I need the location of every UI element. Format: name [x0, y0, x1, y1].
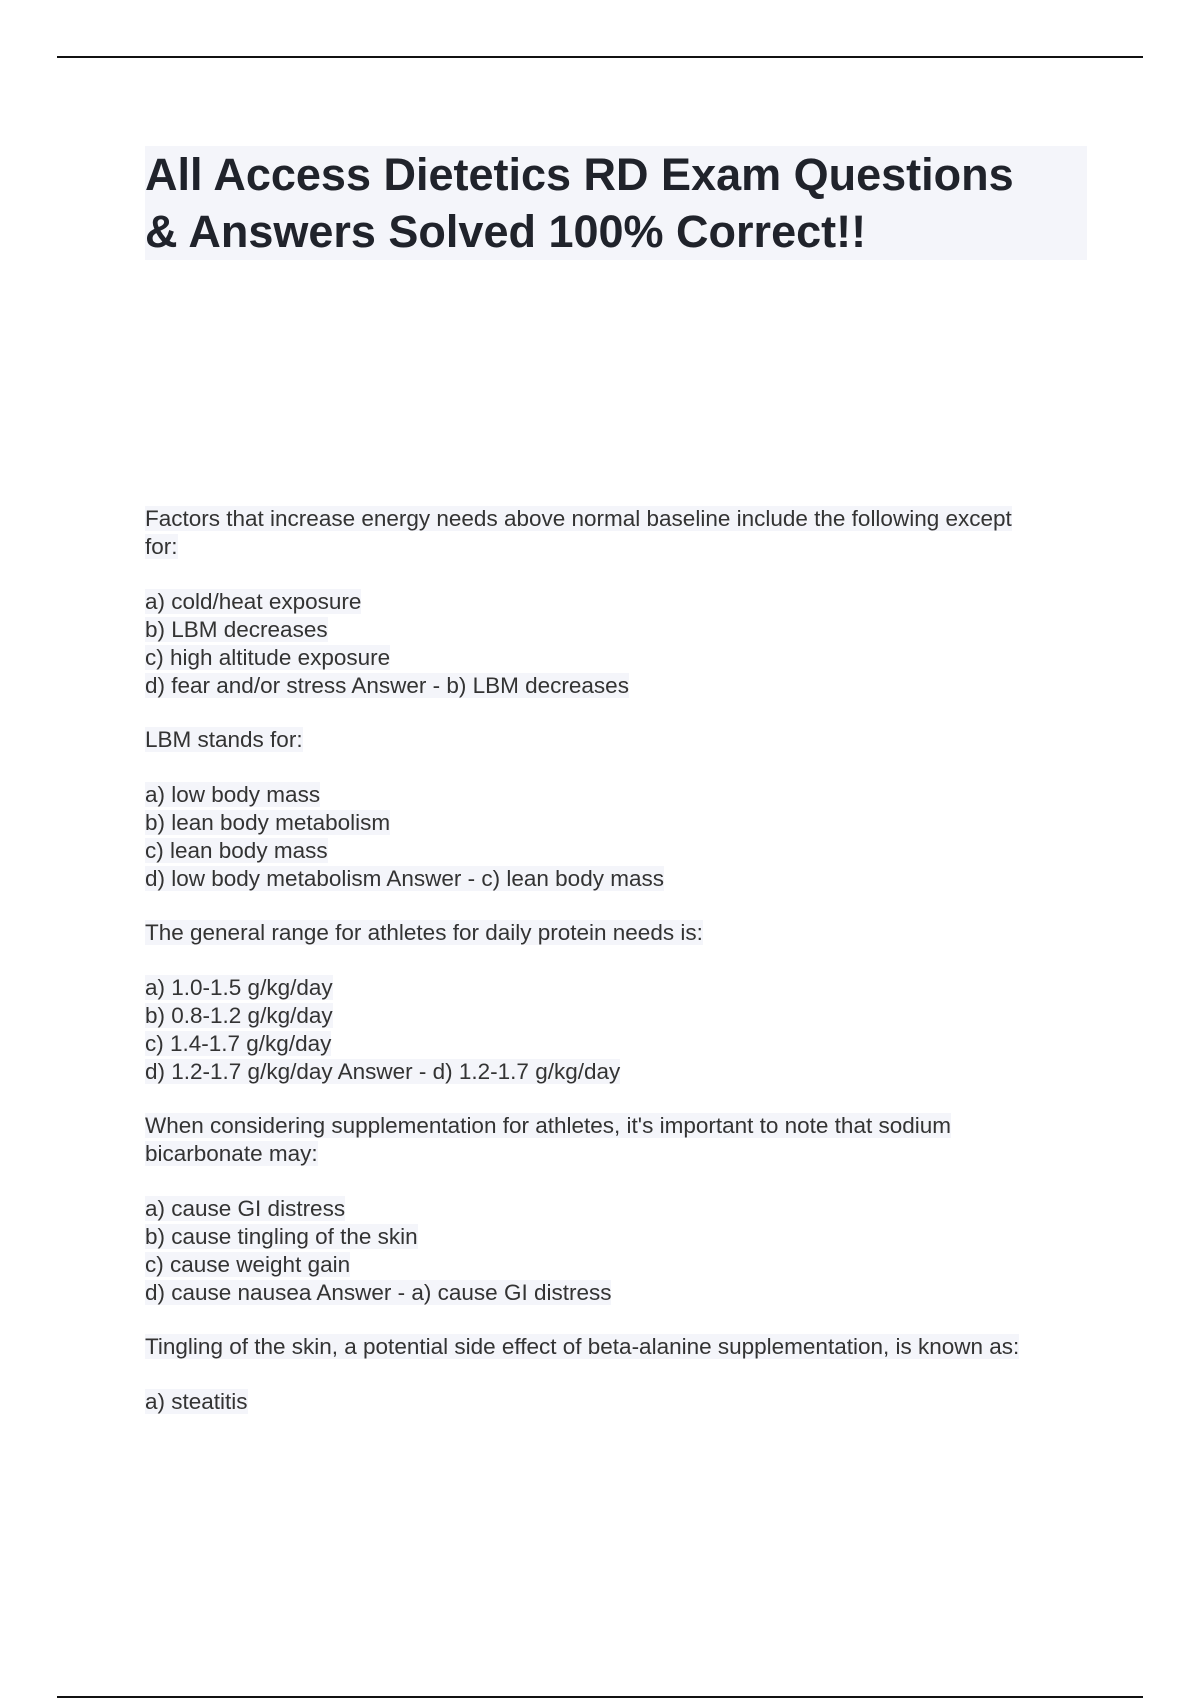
answer-option: b) 0.8-1.2 g/kg/day — [145, 1003, 333, 1028]
top-rule — [57, 56, 1143, 58]
answer-option: a) 1.0-1.5 g/kg/day — [145, 975, 333, 1000]
question-stem-line: Tingling of the skin, a potential side effect of beta-alanine supplementation, is known as: — [145, 1334, 1020, 1359]
question-stem-line: Factors that increase energy needs above normal baseline include the following except — [145, 506, 1012, 531]
question-block — [145, 1112, 1090, 1307]
answer-option-with-key: d) 1.2-1.7 g/kg/day Answer - d) 1.2-1.7 g/kg/day — [145, 1059, 621, 1084]
question-block — [145, 726, 1090, 893]
title-line: All Access Dietetics RD Exam Questions — [145, 149, 1014, 200]
question-stem-line: When considering supplementation for athletes, it's important to note that sodium — [145, 1113, 951, 1138]
question-stem-line: for: — [145, 534, 178, 559]
answer-option: c) lean body mass — [145, 838, 328, 863]
question-block — [145, 505, 1090, 700]
answer-option-with-key: d) fear and/or stress Answer - b) LBM decreases — [145, 673, 629, 698]
answer-option: a) cold/heat exposure — [145, 589, 362, 614]
answer-option: a) cause GI distress — [145, 1196, 346, 1221]
answer-option: c) 1.4-1.7 g/kg/day — [145, 1031, 332, 1056]
title-line: & Answers Solved 100% Correct!! — [145, 206, 867, 257]
answer-option: b) LBM decreases — [145, 617, 328, 642]
question-block — [145, 1333, 1090, 1416]
document-title — [145, 146, 1087, 260]
question-block — [145, 919, 1090, 1086]
answer-option-with-key: d) low body metabolism Answer - c) lean body mass — [145, 866, 664, 891]
question-stem-line: LBM stands for: — [145, 727, 303, 752]
question-list — [145, 505, 1090, 1442]
bottom-rule — [57, 1696, 1143, 1698]
answer-option: a) low body mass — [145, 782, 321, 807]
answer-option: c) cause weight gain — [145, 1252, 351, 1277]
answer-option: b) lean body metabolism — [145, 810, 391, 835]
answer-option: b) cause tingling of the skin — [145, 1224, 418, 1249]
answer-option: a) steatitis — [145, 1389, 248, 1414]
question-stem-line: The general range for athletes for daily protein needs is: — [145, 920, 703, 945]
answer-option: c) high altitude exposure — [145, 645, 391, 670]
question-stem-line: bicarbonate may: — [145, 1141, 318, 1166]
answer-option-with-key: d) cause nausea Answer - a) cause GI distress — [145, 1280, 612, 1305]
